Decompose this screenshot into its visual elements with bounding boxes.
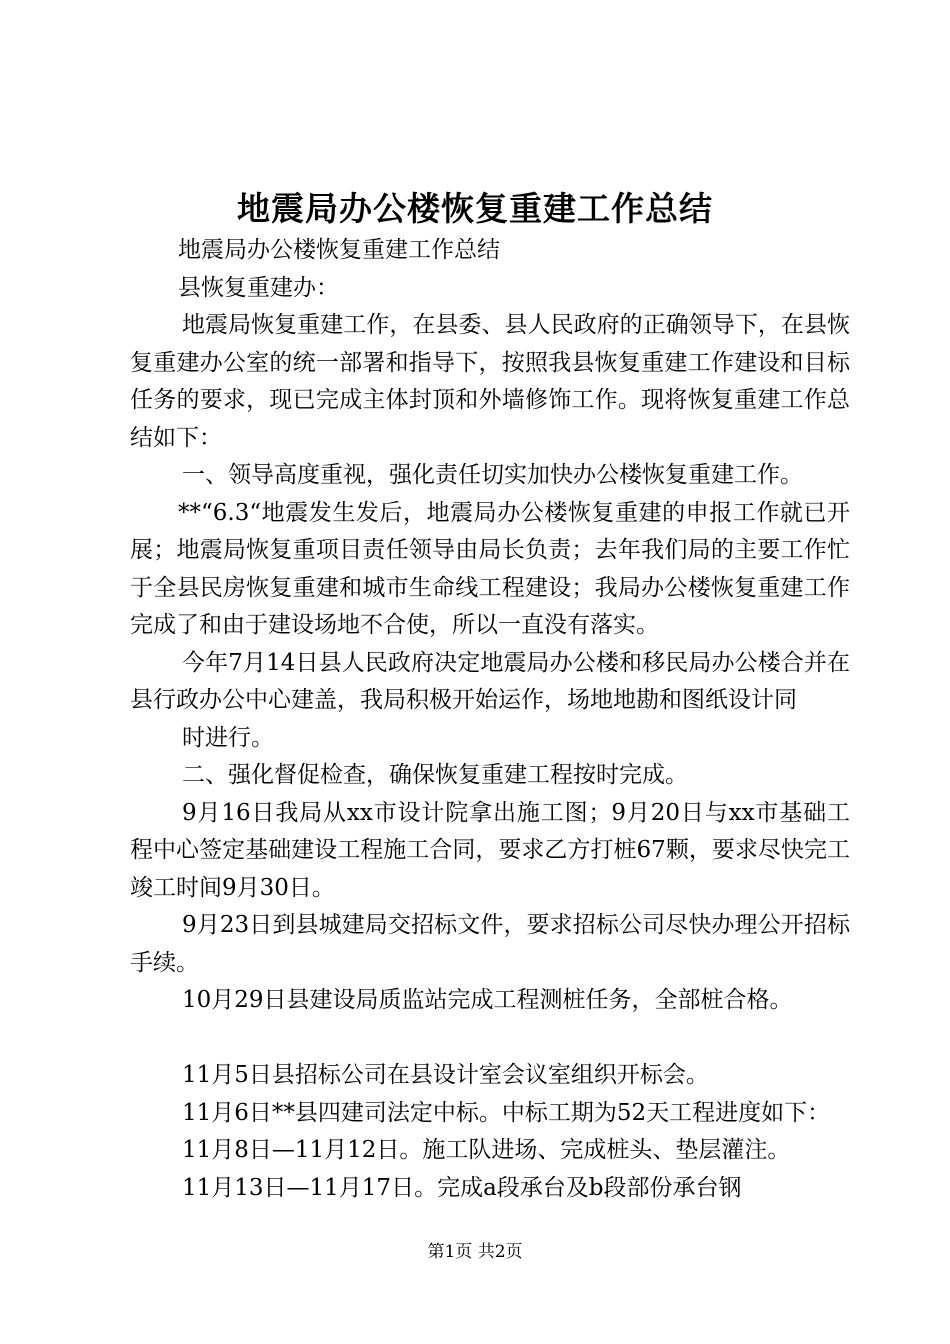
- paragraph-nov-5: 11月5日县招标公司在县设计室会议室组织开标会。: [182, 1062, 709, 1088]
- paragraph-sept-16: 9月16日我局从xx市设计院拿出施工图；9月20日与xx市基础工程中心签定基础建设工程施工合同，要求乙方打桩67颗，要求尽快完工竣工时间9月30日。: [130, 799, 850, 901]
- paragraph-background: **“6.3“地震发生发后，地震局办公楼恢复重建的申报工作就已开展；地震局恢复重项目责任领导由局长负责；去年我们局的主要工作忙于全县民房恢复重建和城市生命线工程建设；我局办公楼恢复重建工作完成了和由于建设场地不合使，所以一直没有落实。: [130, 499, 850, 638]
- paragraph-section-one: 一、领导高度重视，强化责任切实加快办公楼恢复重建工作。: [182, 462, 803, 488]
- paragraph-heading: 地震局办公楼恢复重建工作总结: [178, 237, 500, 263]
- paragraph-decision: 今年7月14日县人民政府决定地震局办公楼和移民局办公楼合并在县行政办公中心建盖，我局积极开始运作，场地地勘和图纸设计同: [130, 649, 850, 713]
- page-footer: 第1页 共2页: [427, 1242, 523, 1262]
- document-title: 地震局办公楼恢复重建工作总结: [237, 189, 713, 228]
- paragraph-oct-29: 10月29日县建设局质监站完成工程测桩任务，全部桩合格。: [182, 987, 793, 1013]
- paragraph-nov-6: 11月6日**县四建司法定中标。中标工期为52天工程进度如下：: [182, 1099, 831, 1126]
- paragraph-salutation: 县恢复重建办：: [178, 274, 339, 301]
- paragraph-continuation: 时进行。: [182, 724, 274, 751]
- paragraph-nov-13: 11月13日—11月17日。完成a段承台及b段部份承台钢: [182, 1174, 742, 1201]
- paragraph-intro: 地震局恢复重建工作，在县委、县人民政府的正确领导下，在县恢复重建办公室的统一部署和指导下，按照我县恢复重建工作建设和目标任务的要求，现已完成主体封顶和外墙修饰工作。现将恢复重建工作总结如下：: [130, 312, 850, 451]
- document-body: [130, 232, 850, 1207]
- paragraph-nov-8: 11月8日—11月12日。施工队进场、完成桩头、垫层灌注。: [182, 1137, 791, 1163]
- paragraph-sept-23: 9月23日到县城建局交招标文件，要求招标公司尽快办理公开招标手续。: [130, 912, 850, 976]
- blank-line: [130, 1020, 850, 1058]
- paragraph-section-two: 二、强化督促检查，确保恢复重建工程按时完成。: [182, 762, 688, 788]
